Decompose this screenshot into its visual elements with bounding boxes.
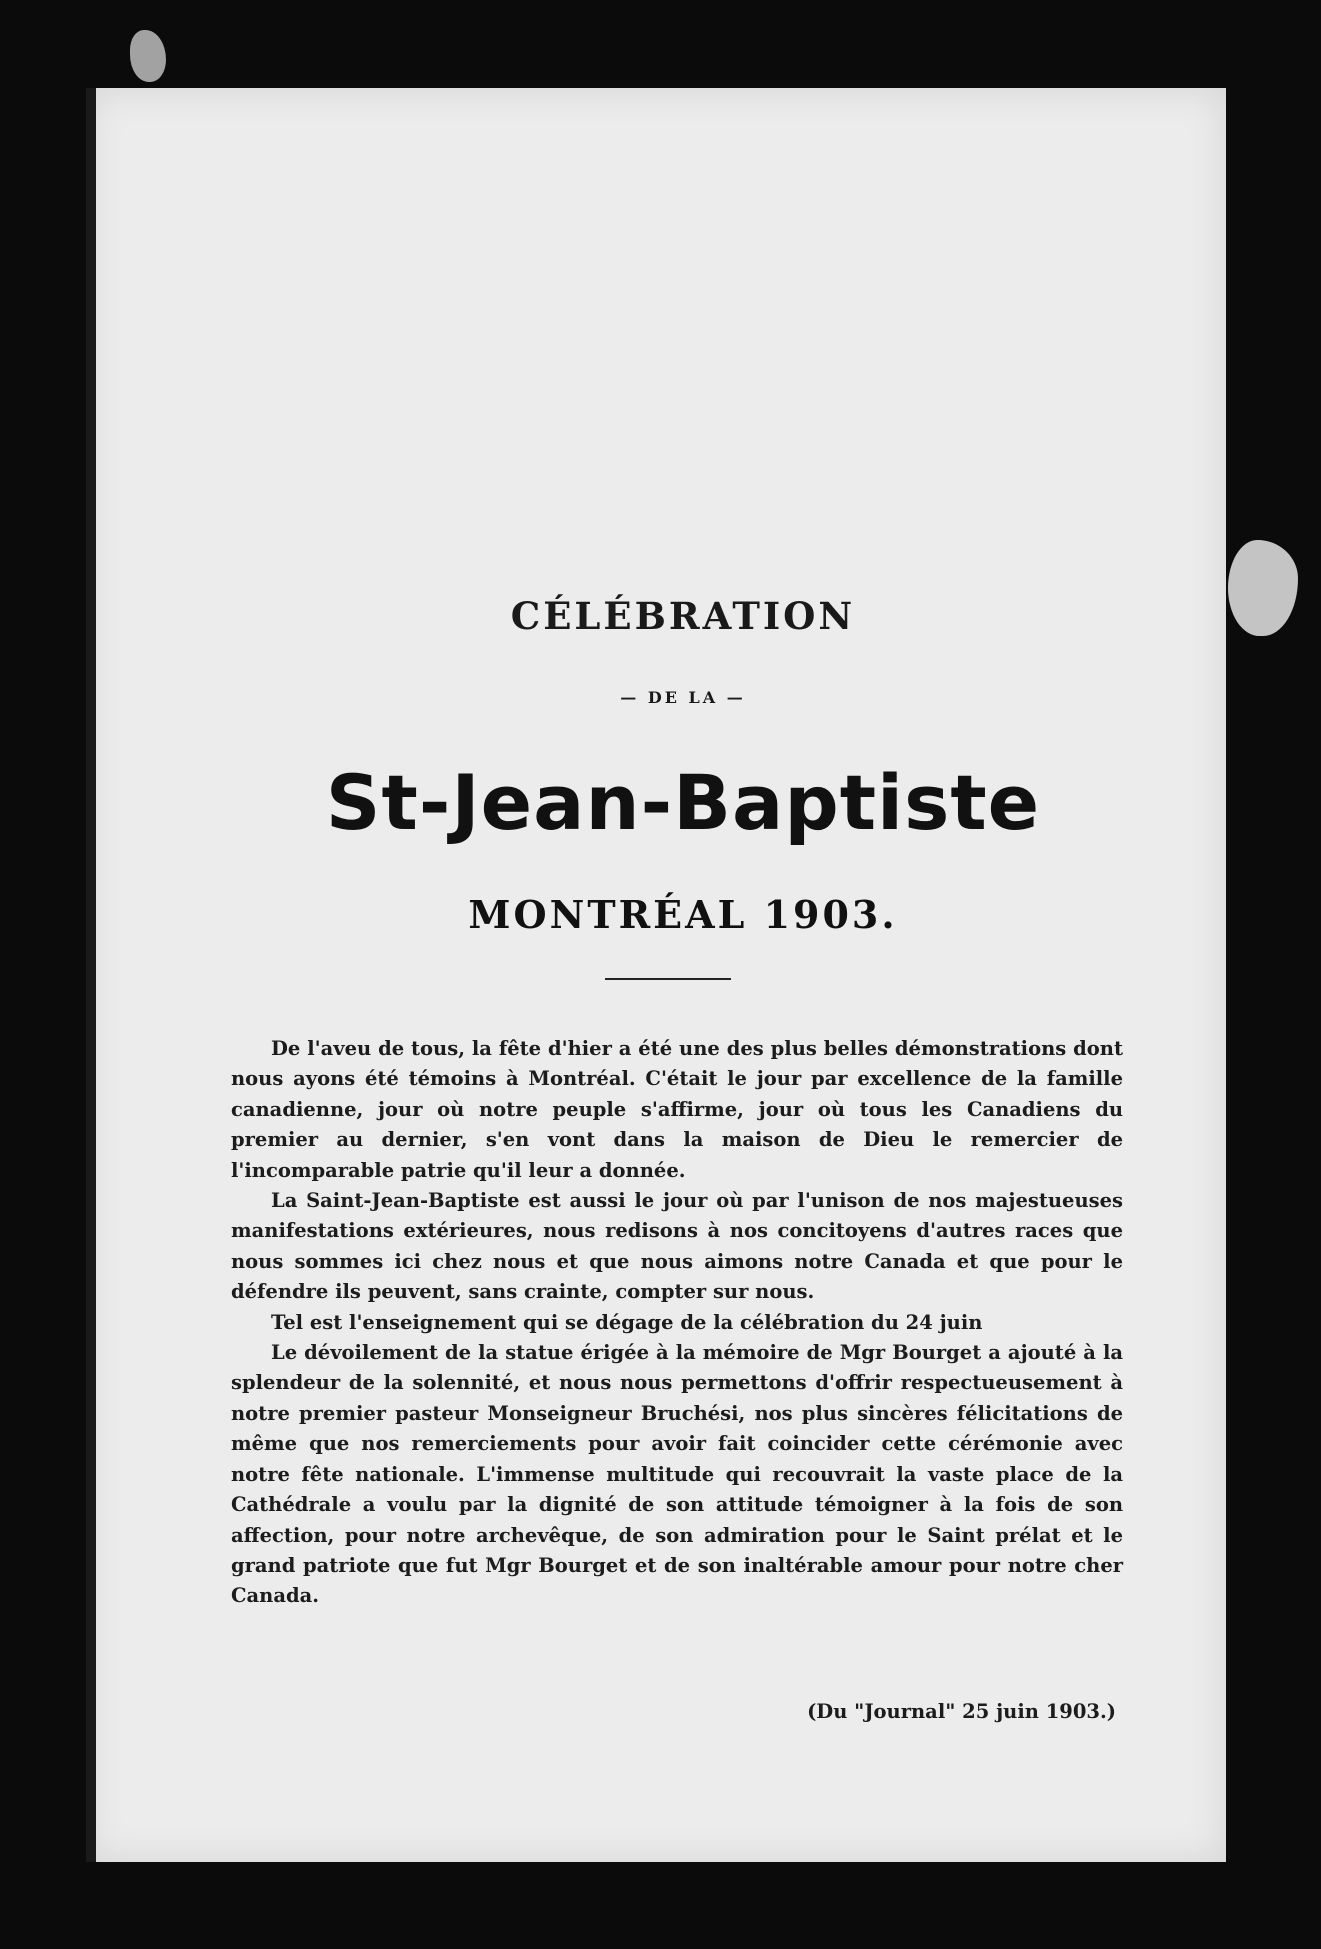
page-title: St-Jean-Baptiste <box>325 758 1041 847</box>
document-page <box>86 88 1226 1862</box>
paragraph: Le dévoilement de la statue érigée à la mémoire de Mgr Bourget a ajouté à la splendeur de la solennité, et nous nous permettons d'offrir respectueusement à notre premier pasteur Monseigneur Bruchési, nos plus sincères félicitations de même que nos remerciements pour avoir fait coincider cette cérémonie avec notre fête nationale. L'immense multitude qui recouvrait la vaste place de la Cathédrale a voulu par la dignité de son attitude témoigner à la fois de son affection, pour notre archevêque, de son admiration pour le Saint prélat et le grand patriote que fut Mgr Bourget et de son inaltérable amour pour notre cher Canada. <box>231 1341 1123 1608</box>
paper-stain <box>130 30 166 82</box>
heading-city-year: MONTRÉAL 1903. <box>468 892 898 937</box>
page-edge-shadow <box>86 88 96 1862</box>
paragraph: La Saint-Jean-Baptiste est aussi le jour où par l'unison de nos majestueuses manifestations extérieures, nous redisons à nos concitoyens d'autres races que nous sommes ici chez nous et que nous aimons notre Canada et que pour le défendre ils peuvent, sans crainte, compter sur nous. <box>231 1189 1123 1304</box>
heading-de-la: — DE LA — <box>620 688 746 707</box>
paragraph: Tel est l'enseignement qui se dégage de la célébration du 24 juin <box>271 1310 983 1334</box>
article-body <box>231 1034 1123 1612</box>
heading-celebration: CÉLÉBRATION <box>510 594 856 638</box>
source-citation: (Du "Journal" 25 juin 1903.) <box>807 1700 1116 1723</box>
divider <box>605 978 731 980</box>
paragraph: De l'aveu de tous, la fête d'hier a été une des plus belles démonstrations dont nous ayons été témoins à Montréal. C'était le jour par excellence de la famille canadienne, jour où notre peuple s'affirme, jour où tous les Canadiens du premier au dernier, s'en vont dans la maison de Dieu le remercier de l'incomparable patrie qu'il leur a donnée. <box>231 1037 1123 1182</box>
paper-stain <box>1228 540 1298 636</box>
